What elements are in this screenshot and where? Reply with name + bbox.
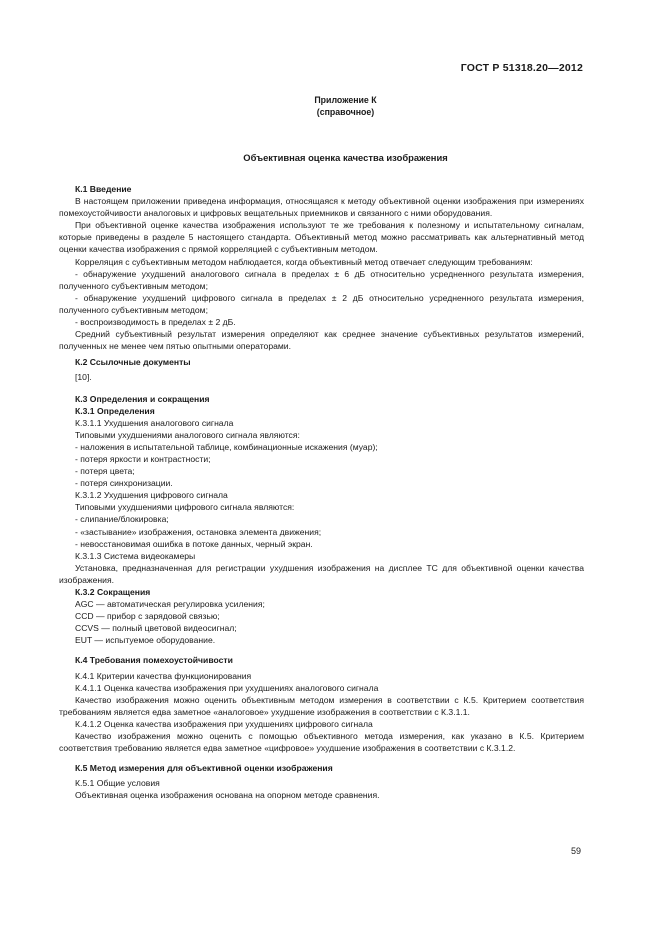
section-heading-k3: К.3 Определения и сокращения xyxy=(75,393,210,404)
reference: [10]. xyxy=(75,372,92,383)
list-item: - потеря синхронизации. xyxy=(75,478,173,489)
section-heading-k2: К.2 Ссылочные документы xyxy=(75,357,191,368)
list-item: - невосстановимая ошибка в потоке данных, черный экран. xyxy=(75,538,313,549)
paragraph: Установка, предназначенная для регистрации ухудшения изображения на дисплее ТС для объективной оценки качества изображения. xyxy=(59,562,584,585)
list-item: - обнаружение ухудшений цифрового сигнала в пределах ± 2 дБ относительно усредненного результата измерения, полученного субъективным методом; xyxy=(59,292,584,315)
paragraph: Объективная оценка изображения основана на опорном методе сравнения. xyxy=(75,790,380,801)
document-id: ГОСТ Р 51318.20—2012 xyxy=(460,62,583,74)
list-item: - потеря яркости и контрастности; xyxy=(75,453,211,464)
abbreviation: CCVS — полный цветовой видеосигнал; xyxy=(75,623,237,634)
clause-heading: К.5.1 Общие условия xyxy=(75,778,160,789)
paragraph: В настоящем приложении приведена информация, относящаяся к методу объективной оценки изображения при измерениях помехоустойчивости аналоговых и цифровых вещательных приемников и связанного с ними оборудования. xyxy=(59,196,584,219)
paragraph: Корреляция с субъективным методом наблюдается, когда объективный метод отвечает следующим требованиям: xyxy=(75,256,533,267)
document-body xyxy=(59,183,584,802)
clause-heading: К.4.1.2 Оценка качества изображения при ухудшениях цифрового сигнала xyxy=(75,718,373,729)
section-heading-k4: К.4 Требования помехоустойчивости xyxy=(75,655,233,666)
paragraph: При объективной оценке качества изображения используют те же требования к полезному и испытательному сигналам, которые приведены в разделе 5 настоящего стандарта. Объективный метод можно рассматривать как альтернативный метод оценки качества изображения с прямой корреляцией с субъективным методом. xyxy=(59,220,584,255)
section-heading-k5: К.5 Метод измерения для объективной оценки изображения xyxy=(75,763,333,774)
paragraph: Средний субъективный результат измерения определяют как среднее значение субъективных результатов измерений, полученных не менее чем пятью опытными операторами. xyxy=(59,329,584,352)
section-heading-k1: К.1 Введение xyxy=(75,184,132,194)
subsection-heading-k32: К.3.2 Сокращения xyxy=(75,587,151,597)
paragraph: Качество изображения можно оценить с помощью объективного метода измерения, как указано в К.5. Критерием соответствия требованию является едва заметное «цифровое» ухудшение изображения в соответствии с К.3.1.2. xyxy=(59,731,584,754)
clause-heading: К.4.1.1 Оценка качества изображения при ухудшениях аналогового сигнала xyxy=(75,682,379,693)
document-title: Объективная оценка качества изображения xyxy=(243,152,448,163)
list-item: - воспроизводимость в пределах ± 2 дБ. xyxy=(75,317,236,328)
annex-heading xyxy=(0,94,661,118)
paragraph: Типовыми ухудшениями цифрового сигнала являются: xyxy=(75,502,295,513)
abbreviation: AGC — автоматическая регулировка усиления; xyxy=(75,599,265,610)
subsection-heading-k31: К.3.1 Определения xyxy=(75,405,155,416)
annex-subtitle: (справочное) xyxy=(316,107,375,117)
annex-title: Приложение К xyxy=(314,95,377,105)
list-item: - слипание/блокировка; xyxy=(75,514,169,525)
paragraph: Качество изображения можно оценить объективным методом измерения в соответствии с К.5. Критерием соответствия требованиям является едва заметное «аналоговое» ухудшение изображения в соответствии с К.3.1.1. xyxy=(59,694,584,717)
clause-heading: К.4.1 Критерии качества функционирования xyxy=(75,670,252,681)
list-item: - наложения в испытательной таблице, комбинационные искажения (муар); xyxy=(75,441,378,452)
clause-heading: К.3.1.1 Ухудшения аналогового сигнала xyxy=(75,417,234,428)
paragraph: Типовыми ухудшениями аналогового сигнала являются: xyxy=(75,429,300,440)
clause-heading: К.3.1.3 Система видеокамеры xyxy=(75,550,196,561)
abbreviation: EUT — испытуемое оборудование. xyxy=(75,635,216,646)
abbreviation: CCD — прибор с зарядовой связью; xyxy=(75,611,220,622)
list-item: - потеря цвета; xyxy=(75,466,135,477)
page-number: 59 xyxy=(570,846,581,856)
list-item: - «застывание» изображения, остановка элемента движения; xyxy=(75,526,322,537)
clause-heading: К.3.1.2 Ухудшения цифрового сигнала xyxy=(75,490,228,501)
list-item: - обнаружение ухудшений аналогового сигнала в пределах ± 6 дБ относительно усредненного результата измерения, полученного субъективным методом; xyxy=(59,268,584,291)
